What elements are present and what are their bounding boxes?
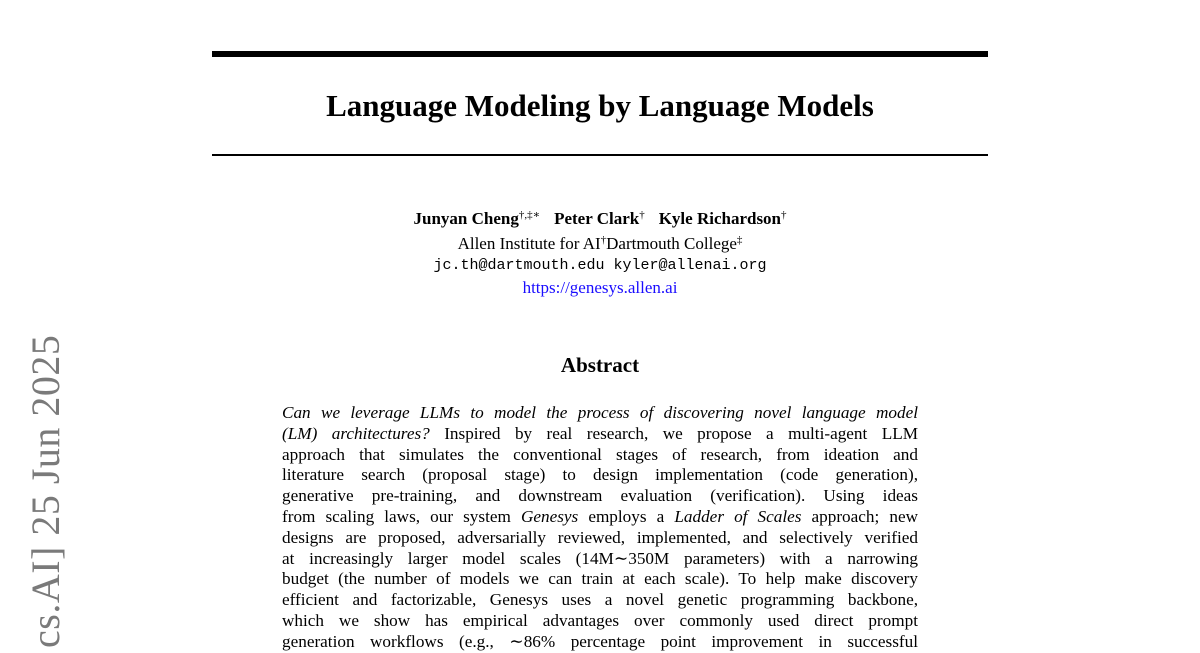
abstract-line: efficient and factorizable, Genesys uses a novel genetic programming backbone, [282,590,918,610]
abstract-line: approach that simulates the conventional stages of research, from ideation and [282,444,918,464]
arxiv-side-stamp: cs.AI] 25 Jun 2025 [23,334,68,648]
abstract-line: designs are proposed, adversarially reviewed, implemented, and selectively verified [282,527,918,547]
project-link-line [212,277,988,299]
author-name: Peter Clark [554,209,640,228]
abstract-line: generative pre-training, and downstream evaluation (verification). Using ideas [282,486,918,506]
author-name: Kyle Richardson [658,209,782,228]
title-bottom-rule [212,154,988,156]
affiliation-list [212,233,988,255]
author-mark: † [781,209,787,221]
abstract-line: (LM) architectures? Inspired by real research, we propose a multi-agent LLM [282,423,919,443]
affiliation-name: Dartmouth College [606,234,737,253]
affiliation-name: Allen Institute for AI [457,234,601,253]
abstract-line: budget (the number of models we can train at each scale). To help make discovery [282,569,918,589]
abstract-line: from scaling laws, our system Genesys employs a Ladder of Scales approach; new [282,506,918,526]
author-name: Junyan Cheng [413,209,519,228]
abstract-line: literature search (proposal stage) to design implementation (code generation), [282,465,918,485]
author-mark: †,‡∗ [518,209,541,221]
abstract-line [282,403,918,424]
abstract-body [282,403,918,653]
abstract-line: at increasingly larger model scales (14M∼350M parameters) with a narrowing [282,548,918,568]
abstract-line: generation workflows (e.g., ∼86% percentage point improvement in successful [282,631,918,651]
author-mark: † [639,209,645,221]
abstract-italic: Can we leverage LLMs to model the process of discovering novel language model [282,403,918,422]
affiliation-mark: † [600,234,607,246]
author-emails: jc.th@dartmouth.edu kyler@allenai.org [433,257,767,274]
system-name: Genesys [520,506,579,526]
abstract-heading: Abstract [560,353,640,377]
affiliation-mark: ‡ [736,234,743,246]
abstract-line: which we show has empirical advantages over commonly used direct prompt [282,610,918,630]
abstract-italic: (LM) architectures? [282,423,430,443]
paper-title: Language Modeling by Language Models [326,88,874,123]
author-list [212,208,988,230]
project-url-link[interactable]: https://genesys.allen.ai [522,278,678,297]
title-top-rule [212,51,988,57]
method-name: Ladder of Scales [674,506,802,526]
